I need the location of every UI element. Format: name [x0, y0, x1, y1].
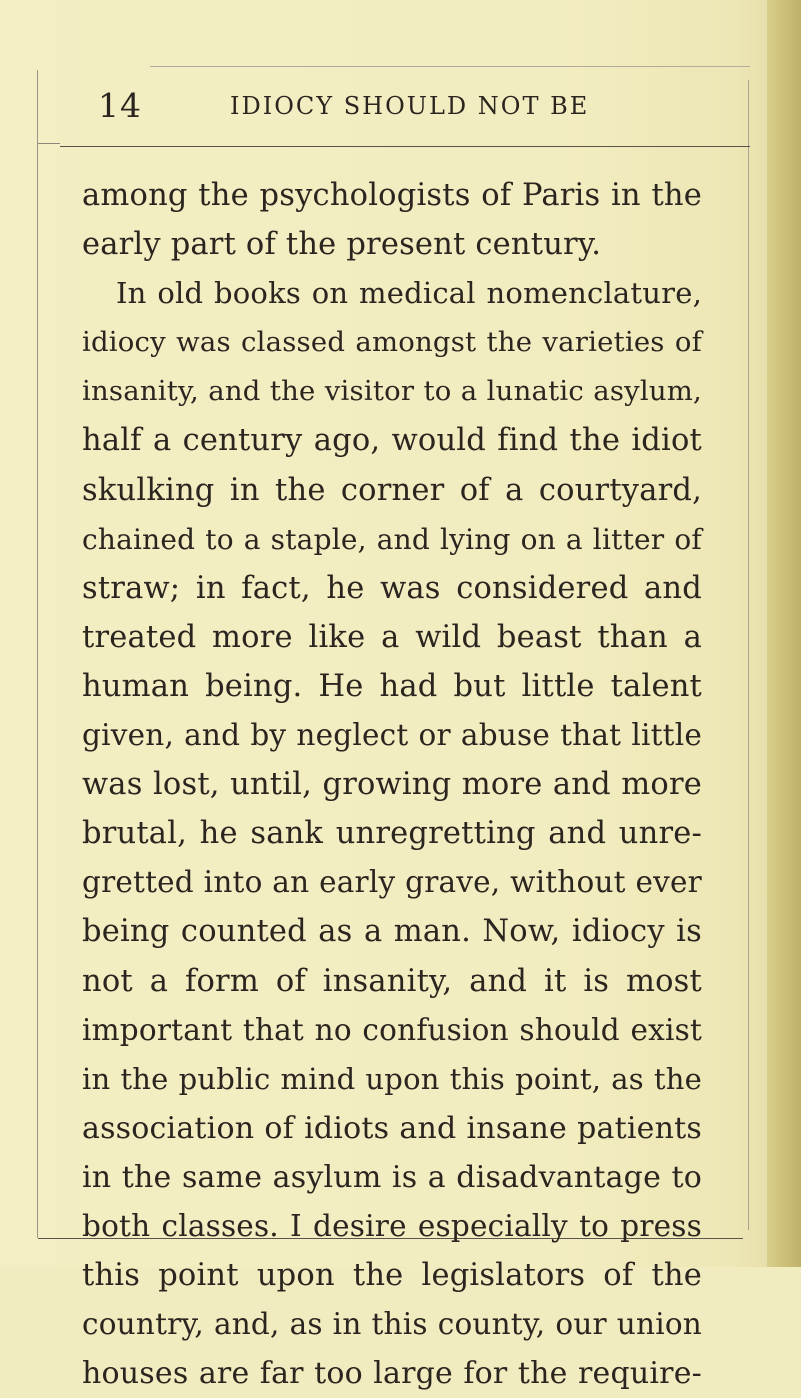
- body-text: [82, 171, 702, 1398]
- text-line: chained to a staple, and lying on a litter of: [82, 522, 702, 556]
- frame-rule-top-stub: [38, 143, 60, 144]
- page-edge-shadow: [767, 0, 801, 1267]
- text-line: insanity, and the visitor to a lunatic asylum,: [82, 375, 702, 408]
- text-line: skulking in the corner of a courtyard,: [82, 472, 702, 508]
- text-line: in the public mind upon this point, as the: [82, 1061, 702, 1096]
- page-number: 14: [98, 86, 142, 125]
- text-line: houses are far too large for the require-: [82, 1356, 702, 1392]
- frame-rule-right: [748, 80, 749, 1230]
- text-line: both classes. I desire especially to press: [82, 1208, 702, 1243]
- text-line: important that no confusion should exist: [82, 1012, 702, 1047]
- text-line: In old books on medical nomenclature,: [116, 276, 702, 311]
- text-line: among the psychologists of Paris in the: [82, 178, 702, 213]
- frame-rule-top-outer: [150, 66, 750, 67]
- text-line: this point upon the legislators of the: [82, 1258, 702, 1294]
- text-line: gretted into an early grave, without ever: [82, 865, 702, 900]
- text-line: brutal, he sank unregretting and unre-: [82, 816, 702, 852]
- running-head: IDIOCY SHOULD NOT BE: [230, 92, 590, 120]
- text-line: association of idiots and insane patients: [82, 1110, 702, 1146]
- text-line: given, and by neglect or abuse that little: [82, 718, 702, 753]
- header-rule: [60, 146, 750, 147]
- text-line: idiocy was classed amongst the varieties of: [82, 326, 702, 359]
- page-header: [70, 82, 750, 130]
- text-line: human being. He had but little talent: [82, 668, 702, 704]
- text-line: country, and, as in this county, our union: [82, 1307, 702, 1342]
- text-line: in the same asylum is a disadvantage to: [82, 1159, 702, 1195]
- text-line: being counted as a man. Now, idiocy is: [82, 914, 702, 950]
- text-line: half a century ago, would find the idiot: [82, 423, 702, 459]
- text-line: was lost, until, growing more and more: [82, 767, 702, 803]
- text-line: straw; in fact, he was considered and: [82, 570, 702, 606]
- text-line: not a form of insanity, and it is most: [82, 963, 702, 999]
- frame-rule-left: [37, 70, 38, 1238]
- text-line: treated more like a wild beast than a: [82, 619, 702, 655]
- text-line: early part of the present century.: [82, 227, 602, 263]
